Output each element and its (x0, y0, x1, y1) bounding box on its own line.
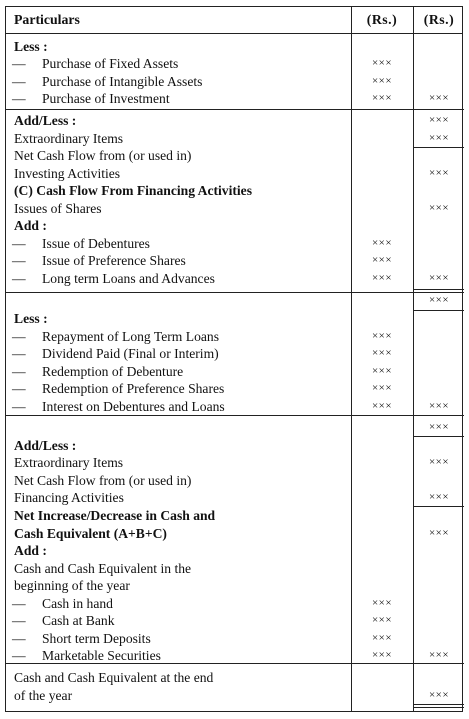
row-text: Net Increase/Decrease in Cash and (14, 508, 216, 523)
row-text: Repayment of Long Term Loans (42, 328, 219, 344)
row-amount-rs1: ××× (371, 614, 393, 626)
subtotal-rule (413, 506, 464, 507)
row-particulars (12, 73, 202, 91)
table-row (6, 73, 464, 91)
table-row (6, 507, 464, 525)
row-amount-rs2: ××× (428, 294, 450, 306)
row-particulars (12, 630, 151, 648)
table-row (6, 669, 464, 687)
dash-marker: — (12, 648, 26, 663)
table-row (6, 419, 464, 437)
table-row (6, 489, 464, 507)
section-divider (6, 109, 464, 110)
row-particulars (14, 437, 76, 455)
subtotal-rule (413, 436, 464, 437)
row-amount-rs1: ××× (371, 649, 393, 661)
dash-marker: — (12, 328, 26, 344)
row-text: Interest on Debentures and Loans (42, 398, 225, 414)
row-amount-rs2: ××× (428, 271, 450, 284)
row-amount-rs1: ××× (371, 329, 393, 342)
cash-flow-table (5, 6, 463, 712)
row-particulars (12, 345, 219, 363)
table-row (6, 363, 464, 381)
table-row (6, 90, 464, 108)
section-divider (6, 292, 464, 293)
row-particulars (14, 687, 72, 705)
table-row (6, 165, 464, 183)
table-row (6, 380, 464, 398)
row-text: Net Cash Flow from (or used in) (14, 472, 192, 488)
row-amount-rs1: ××× (371, 74, 393, 87)
row-amount-rs2: ××× (428, 421, 450, 433)
table-row (6, 398, 464, 416)
table-row (6, 270, 464, 288)
row-particulars (14, 147, 191, 165)
row-amount-rs2: ××× (428, 399, 450, 412)
subtotal-rule (413, 704, 464, 705)
dash-marker: — (12, 630, 26, 646)
header-divider (6, 33, 462, 34)
row-text: Issue of Preference Shares (42, 253, 186, 268)
row-particulars (14, 112, 76, 130)
table-row (6, 252, 464, 270)
row-particulars (14, 542, 47, 560)
row-particulars (14, 577, 130, 595)
table-row (6, 292, 464, 310)
row-particulars (12, 90, 170, 108)
row-text: Purchase of Intangible Assets (42, 73, 203, 89)
row-particulars (14, 507, 215, 525)
dash-marker: — (12, 270, 26, 286)
row-text: Short term Deposits (42, 630, 151, 646)
table-row (6, 454, 464, 472)
table-row (6, 310, 464, 328)
table-row (6, 328, 464, 346)
dash-marker: — (12, 253, 26, 268)
row-amount-rs1: ××× (371, 631, 393, 644)
row-amount-rs1: ××× (371, 347, 393, 359)
table-row (6, 577, 464, 595)
row-amount-rs2: ××× (428, 649, 450, 661)
table-row (6, 612, 464, 630)
row-amount-rs2: ××× (428, 201, 450, 214)
table-row (6, 235, 464, 253)
row-text: Cash in hand (42, 595, 113, 611)
row-text: Redemption of Preference Shares (42, 381, 225, 396)
row-amount-rs1: ××× (371, 271, 393, 284)
row-particulars (12, 398, 225, 416)
row-text: Cash and Cash Equivalent in the (14, 560, 192, 576)
row-text: Cash and Cash Equivalent at the end (14, 670, 214, 685)
row-text: Extraordinary Items (14, 130, 124, 146)
subtotal-rule (413, 289, 464, 290)
table-row (6, 147, 464, 165)
header-particulars: Particulars (14, 12, 80, 27)
table-row (6, 200, 464, 218)
row-amount-rs1: ××× (371, 92, 393, 104)
row-particulars (14, 38, 48, 56)
row-particulars (12, 270, 215, 288)
row-amount-rs2: ××× (428, 166, 450, 179)
header-rs-1: (Rs.) (366, 12, 398, 27)
dash-marker: — (12, 398, 26, 414)
row-text: Add : (14, 543, 47, 558)
row-text: Purchase of Fixed Assets (42, 56, 179, 71)
row-particulars (12, 252, 186, 270)
row-text: Redemption of Debenture (42, 363, 184, 379)
row-particulars (14, 130, 123, 148)
row-particulars (12, 595, 113, 613)
row-text: Issues of Shares (14, 200, 102, 216)
table-row (6, 345, 464, 363)
row-amount-rs1: ××× (371, 57, 393, 69)
row-particulars (12, 235, 150, 253)
table-row (6, 525, 464, 543)
row-amount-rs2: ××× (428, 92, 450, 104)
row-text: Less : (14, 39, 48, 54)
row-amount-rs1: ××× (371, 364, 393, 377)
row-amount-rs1: ××× (371, 399, 393, 412)
row-text: Net Cash Flow from (or used in) (14, 148, 192, 163)
table-row (6, 472, 464, 490)
row-text: Financing Activities (14, 490, 124, 505)
table-row (6, 55, 464, 73)
row-amount-rs2: ××× (428, 526, 450, 539)
table-row (6, 630, 464, 648)
row-particulars (14, 525, 167, 543)
row-text: Dividend Paid (Final or Interim) (42, 346, 219, 361)
row-text: Issue of Debentures (42, 235, 150, 251)
row-particulars (14, 669, 213, 687)
subtotal-rule (413, 707, 464, 708)
row-text: Add : (14, 218, 47, 233)
row-amount-rs2: ××× (428, 688, 450, 701)
row-particulars (12, 380, 224, 398)
row-text: beginning of the year (14, 578, 130, 593)
row-text: Add/Less : (14, 437, 77, 453)
row-text: Extraordinary Items (14, 455, 124, 470)
dash-marker: — (12, 595, 26, 611)
table-row (6, 217, 464, 235)
dash-marker: — (12, 346, 26, 361)
row-text: Add/Less : (14, 113, 77, 128)
table-row (6, 560, 464, 578)
row-text: Marketable Securities (42, 648, 161, 663)
dash-marker: — (12, 56, 26, 71)
row-particulars (14, 182, 252, 200)
table-row (6, 595, 464, 613)
table-header (6, 7, 464, 33)
table-row (6, 437, 464, 455)
table-row (6, 130, 464, 148)
row-particulars (12, 612, 115, 630)
dash-marker: — (12, 91, 26, 106)
row-text: Less : (14, 311, 48, 326)
row-amount-rs2: ××× (428, 114, 450, 126)
table-row (6, 542, 464, 560)
dash-marker: — (12, 73, 26, 89)
row-text: Cash at Bank (42, 613, 115, 628)
section-divider (6, 663, 464, 664)
row-particulars (12, 328, 219, 346)
row-particulars (12, 363, 183, 381)
subtotal-rule (413, 147, 464, 148)
row-text: Cash Equivalent (A+B+C) (14, 525, 167, 541)
dash-marker: — (12, 363, 26, 379)
row-text: Purchase of Investment (42, 91, 170, 106)
row-particulars (14, 560, 191, 578)
row-amount-rs1: ××× (371, 382, 393, 394)
table-row (6, 182, 464, 200)
dash-marker: — (12, 613, 26, 628)
row-text: Investing Activities (14, 165, 121, 181)
table-row (6, 38, 464, 56)
row-amount-rs2: ××× (428, 131, 450, 144)
table-row (6, 647, 464, 665)
section-divider (6, 415, 464, 416)
row-amount-rs1: ××× (371, 254, 393, 266)
row-text: (C) Cash Flow From Financing Activities (14, 183, 253, 198)
row-particulars (14, 165, 120, 183)
row-particulars (14, 217, 47, 235)
table-row (6, 112, 464, 130)
row-particulars (12, 647, 161, 665)
row-text: of the year (14, 687, 73, 703)
dash-marker: — (12, 235, 26, 251)
row-particulars (14, 472, 191, 490)
row-particulars (14, 454, 123, 472)
row-particulars (14, 310, 48, 328)
row-amount-rs2: ××× (428, 456, 450, 468)
subtotal-rule (413, 310, 464, 311)
row-text: Long term Loans and Advances (42, 270, 215, 286)
row-amount-rs2: ××× (428, 491, 450, 503)
row-amount-rs1: ××× (371, 596, 393, 609)
row-particulars (12, 55, 178, 73)
row-particulars (14, 200, 102, 218)
row-particulars (14, 489, 124, 507)
dash-marker: — (12, 381, 26, 396)
row-amount-rs1: ××× (371, 236, 393, 249)
header-rs-2: (Rs.) (423, 12, 455, 27)
table-row (6, 687, 464, 705)
